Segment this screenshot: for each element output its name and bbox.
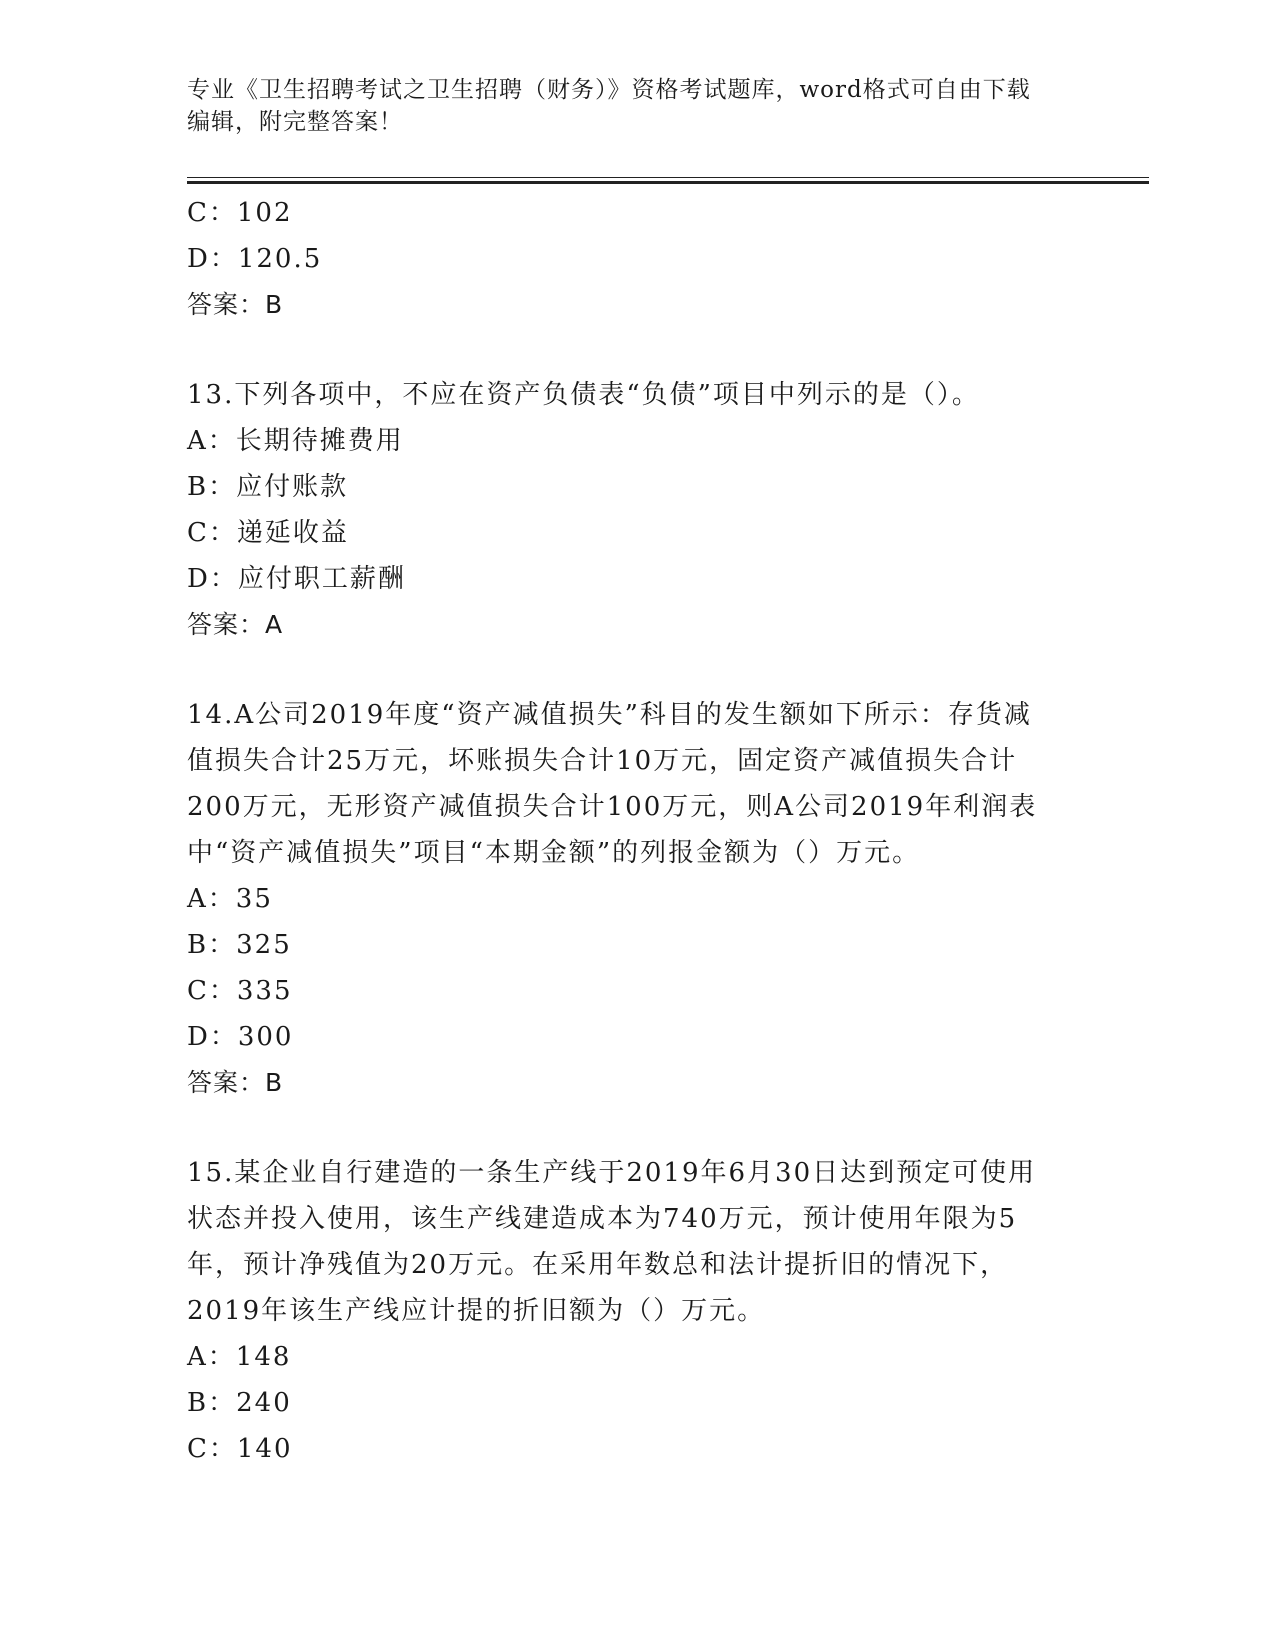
option-c: C：140 xyxy=(187,1434,293,1464)
question-text-line-4: 中“资产减值损失”项目“本期金额”的列报金额为（）万元。 xyxy=(187,838,921,868)
question-text-line-3: 200万元，无形资产减值损失合计100万元，则A公司2019年利润表 xyxy=(187,792,1038,822)
option-a: A：35 xyxy=(187,884,273,914)
answer: 答案：B xyxy=(187,290,284,319)
option-b: B：325 xyxy=(187,930,292,960)
option-b: B：240 xyxy=(187,1388,292,1418)
option-c: C：335 xyxy=(187,976,293,1006)
option-a: A：长期待摊费用 xyxy=(187,426,404,456)
option-c: C：递延收益 xyxy=(187,518,349,548)
question-text-line-1: 14.A公司2019年度“资产减值损失”科目的发生额如下所示：存货减 xyxy=(187,700,1032,730)
question-text-line-3: 年，预计净残值为20万元。在采用年数总和法计提折旧的情况下， xyxy=(187,1250,1009,1280)
answer: 答案：A xyxy=(187,610,284,639)
document-header xyxy=(187,74,1087,138)
question-text-line-2: 值损失合计25万元，坏账损失合计10万元，固定资产减值损失合计 xyxy=(187,746,1018,776)
option-d: D：应付职工薪酬 xyxy=(187,564,406,594)
header-divider-thin xyxy=(187,177,1149,178)
option-d: D：300 xyxy=(187,1022,294,1052)
header-line-1: 专业《卫生招聘考试之卫生招聘（财务）》资格考试题库，word格式可自由下载 xyxy=(187,77,1031,103)
question-text: 13.下列各项中，不应在资产负债表“负债”项目中列示的是（）。 xyxy=(187,380,980,410)
question-15 xyxy=(187,1150,1087,1472)
option-b: B：应付账款 xyxy=(187,472,349,502)
question-14 xyxy=(187,692,1087,1106)
answer: 答案：B xyxy=(187,1068,284,1097)
question-12-tail xyxy=(187,190,1087,328)
option-d: D：120.5 xyxy=(187,244,323,274)
question-13 xyxy=(187,372,1087,648)
option-c: C：102 xyxy=(187,198,293,228)
question-text-line-4: 2019年该生产线应计提的折旧额为（）万元。 xyxy=(187,1296,766,1326)
header-divider-thick xyxy=(187,181,1149,184)
question-list xyxy=(187,188,1087,1472)
header-line-2: 编辑，附完整答案！ xyxy=(187,109,403,135)
question-text-line-1: 15.某企业自行建造的一条生产线于2019年6月30日达到预定可使用 xyxy=(187,1158,1037,1188)
option-a: A：148 xyxy=(187,1342,292,1372)
question-text-line-2: 状态并投入使用，该生产线建造成本为740万元，预计使用年限为5 xyxy=(187,1204,1018,1234)
